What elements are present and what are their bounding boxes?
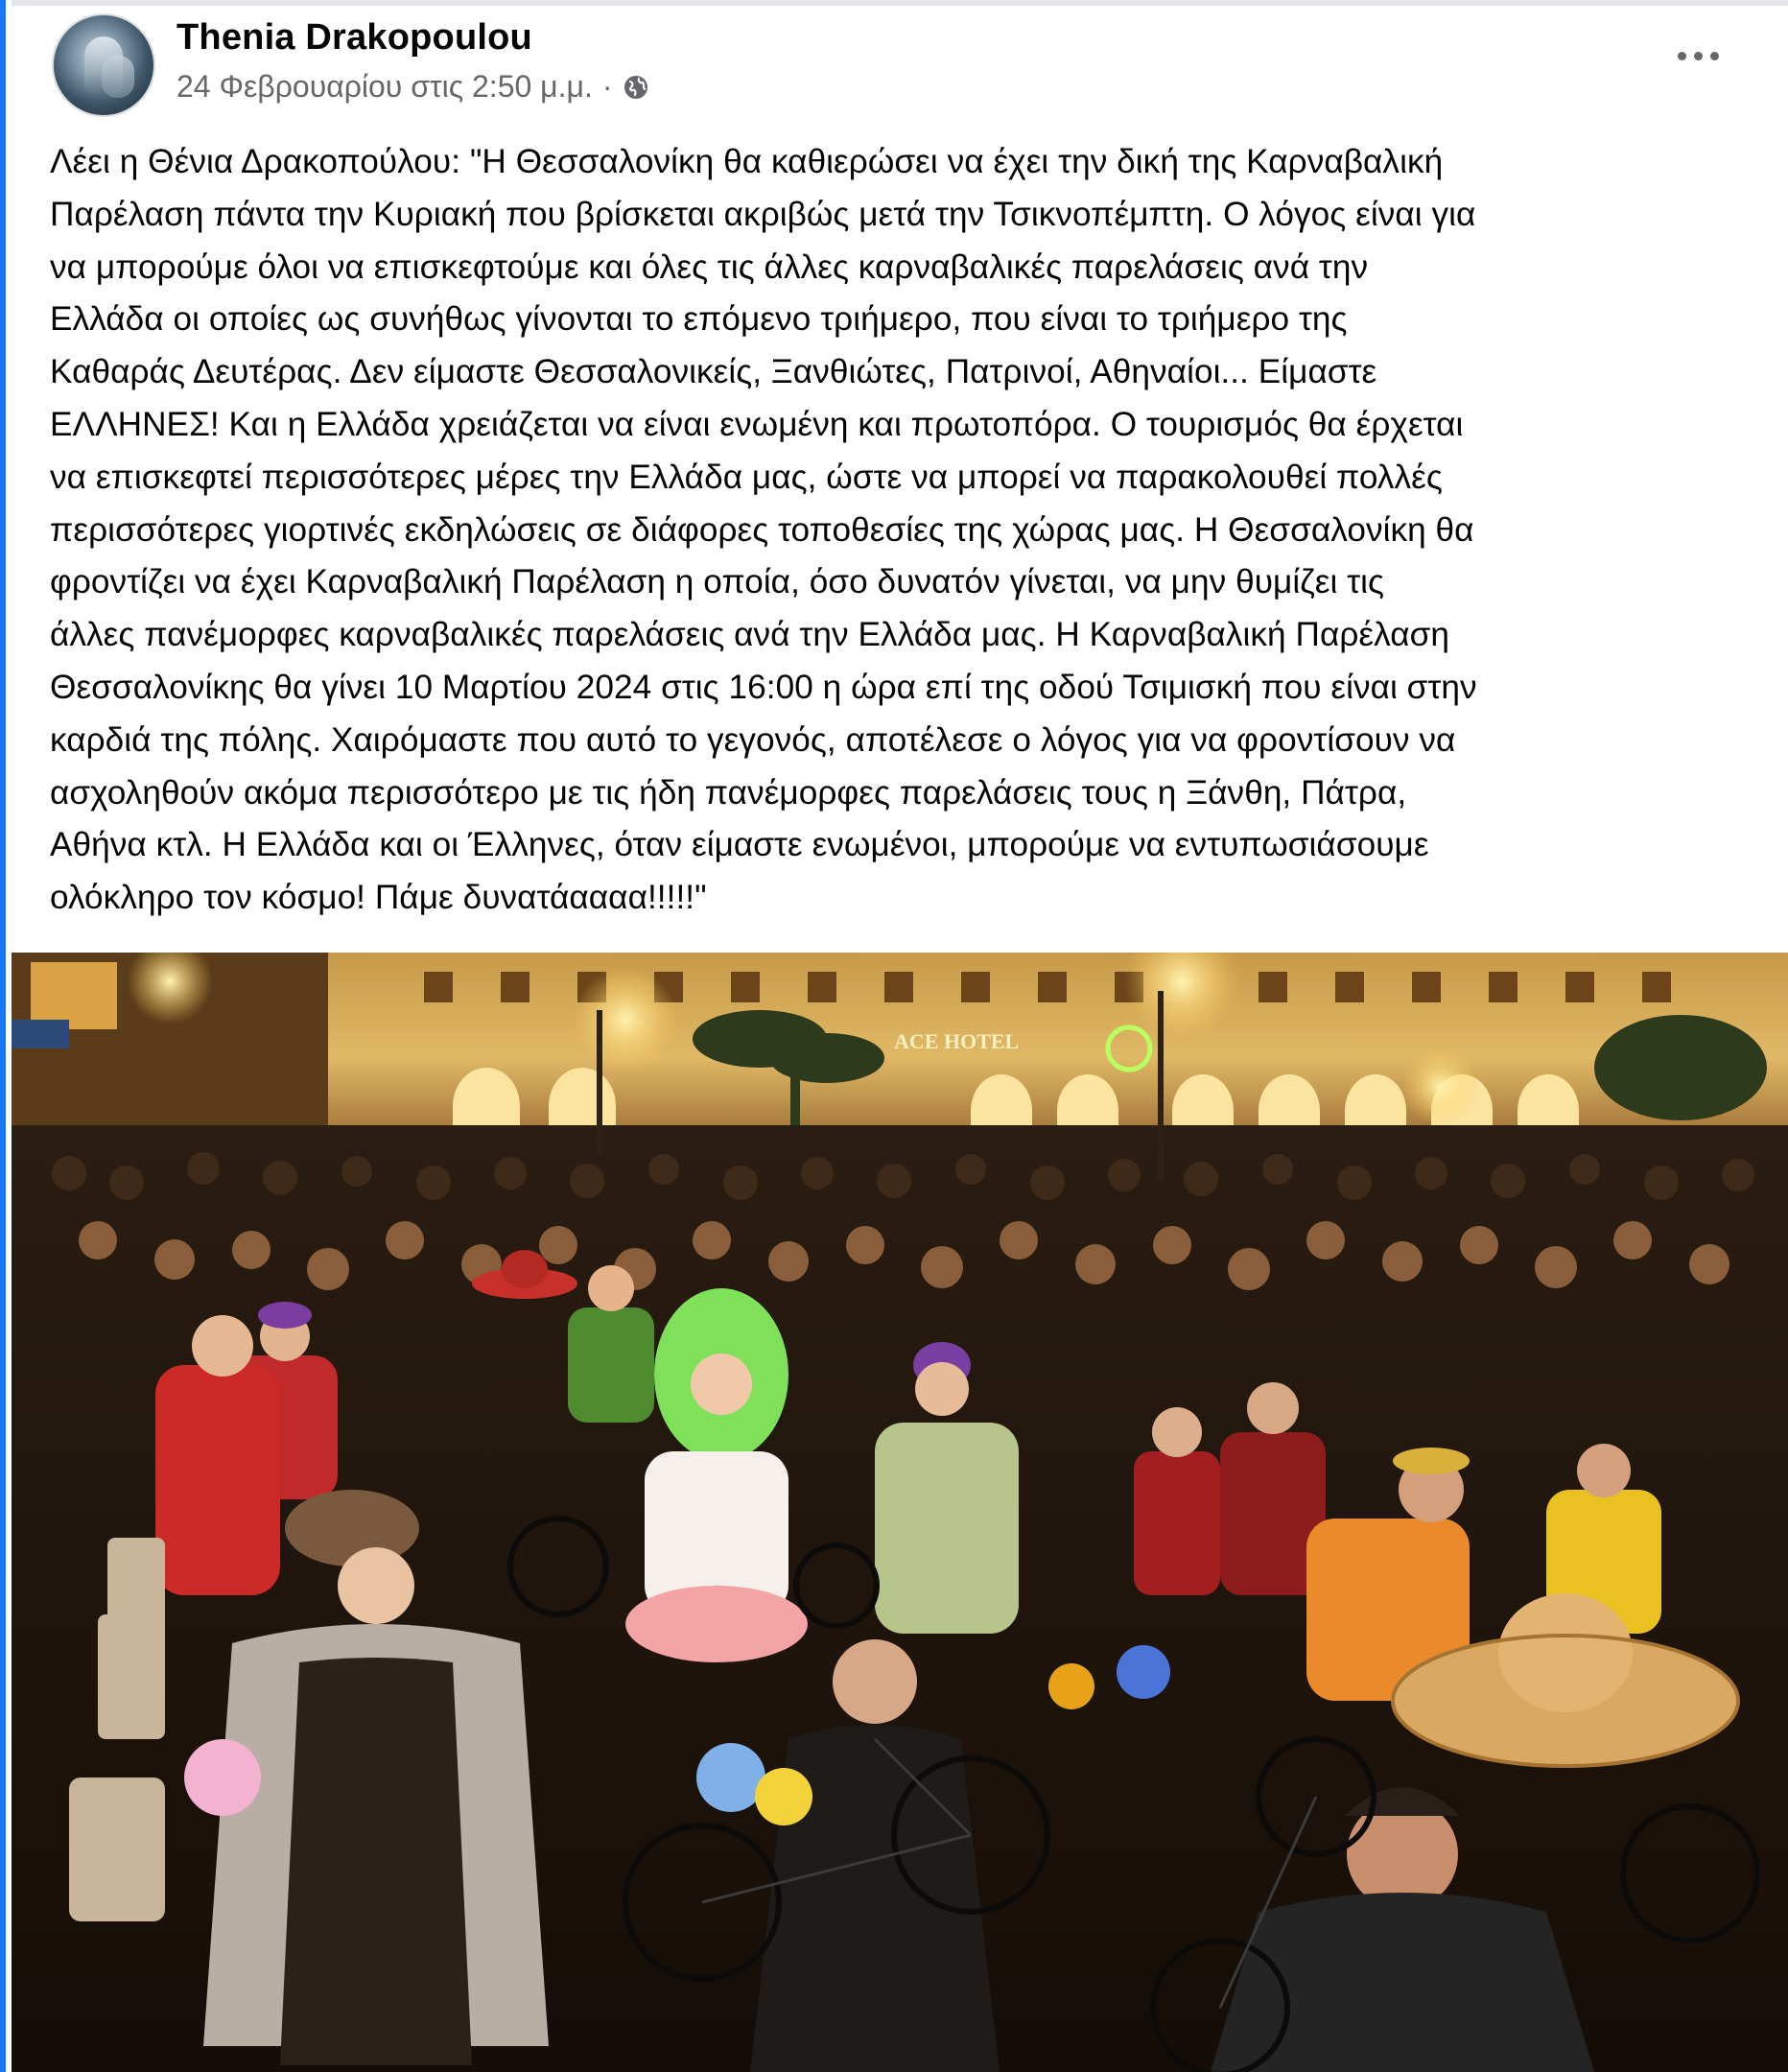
hotel-sign: ACE HOTEL — [894, 1029, 1020, 1053]
author-name[interactable]: Thenia Drakopoulou — [176, 17, 532, 58]
more-dot — [1710, 52, 1719, 60]
carnival-parade-photo — [12, 953, 1788, 2072]
globe-icon — [622, 73, 650, 102]
post-header — [44, 13, 1761, 121]
more-horizontal-icon — [1678, 52, 1686, 60]
avatar-figure-secondary — [102, 56, 134, 98]
more-dot — [1694, 52, 1703, 60]
post-photo[interactable] — [12, 953, 1788, 2072]
post-timestamp[interactable]: 24 Φεβρουαρίου στις 2:50 μ.μ. — [176, 69, 593, 104]
post-text: Λέει η Θένια Δρακοπούλου: "Η Θεσσαλονίκη θα καθιερώσει να έχει την δική της Καρναβαλική Παρέλαση πάντα την Κυριακή που βρίσκεται ακριβώς μετά την Τσικνοπέμπτη. Ο λόγος είναι για να μπορούμε όλοι να επισκεφτούμε και όλες τις άλλες καρναβαλικές παρελάσεις ανά την Ελλάδα οι οποίες ως συνήθως γίνονται το επόμενο τριήμερο, που είναι το τριήμερο της Καθαράς Δευτέρας. Δεν είμαστε Θεσσαλονικείς, Ξανθιώτες, Πατρινοί, Αθηναίοι... Είμαστε ΕΛΛΗΝΕΣ! Και η Ελλάδα χρειάζεται να είναι ενωμένη και πρωτοπόρα. Ο τουρισμός θα έρχεται να επισκεφτεί περισσότερες μέρες την Ελλάδα μας, ώστε να μπορεί να παρακολουθεί πολλές περισσότερες γιορτινές εκδηλώσεις σε διάφορες τοποθεσίες της χώρας μας. Η Θεσσαλονίκη θα φροντίζει να έχει Καρναβαλική Παρέλαση η οποία, όσο δυνατόν γίνεται, να μην θυμίζει τις άλλες πανέμορφες καρναβαλικές παρελάσεις ανά την Ελλάδα μας. Η Καρναβαλική Παρέλαση Θεσσαλονίκης θα γίνει 10 Μαρτίου 2024 στις 16:00 η ώρα επί της οδού Τσιμισκή που είναι στην καρδιά της πόλης. Χαιρόμαστε που αυτό το γεγονός, αποτέλεσε ο λόγος για να φροντίσουν να ασχοληθούν ακόμα περισσότερο με τις ήδη πανέμορφες παρελάσεις τους η Ξάνθη, Πάτρα, Αθήνα κτλ. Η Ελλάδα και οι Έλληνες, όταν είμαστε ενωμένοι, μπορούμε να εντυπωσιάσουμε ολόκληρο τον κόσμο! Πάμε δυνατάαααα!!!!!" — [50, 143, 1477, 917]
top-divider — [12, 0, 1788, 6]
post-meta — [176, 69, 650, 105]
more-options-button[interactable] — [1667, 33, 1729, 79]
meta-separator: · — [601, 69, 613, 104]
profile-avatar[interactable] — [52, 13, 155, 117]
